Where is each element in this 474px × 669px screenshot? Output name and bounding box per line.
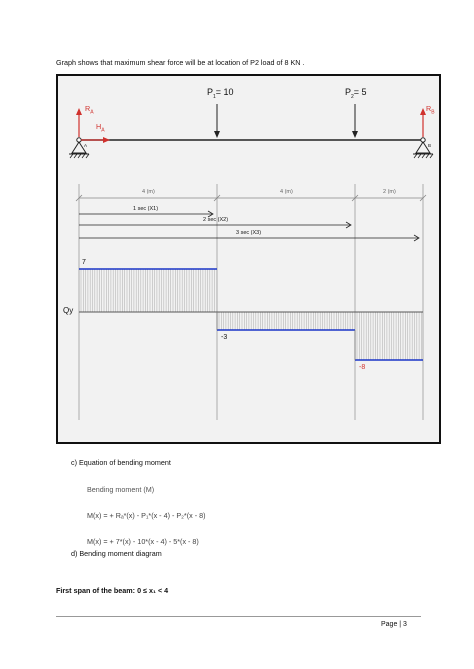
shear-hatch-negative-1 (219, 312, 355, 330)
reaction-ha-label: $H_A$ (96, 122, 105, 134)
load-p2-arrow (352, 104, 358, 138)
section-label-3: 3 sec (X3) (236, 230, 262, 236)
moment-equation-2: M(x) = + 7*(x) - 10*(x - 4) - 5*(x - 8) (87, 537, 199, 546)
reaction-ra-arrow (76, 108, 82, 137)
load-p2-label: $P_2= 5$ (345, 87, 367, 100)
moment-equation-1: M(x) = + Rₐ*(x) - P₁*(x - 4) - P₂*(x - 8) (87, 511, 206, 520)
intro-text: Graph shows that maximum shear force will be at location of P2 load of 8 KN . (56, 58, 305, 67)
grid-lines (79, 184, 423, 420)
shear-value-2: -3 (221, 334, 228, 341)
node-b-label: B (428, 143, 432, 148)
page-number: Page | 3 (381, 621, 407, 628)
reaction-rb-label: $R_B$ (426, 104, 435, 116)
dim-label-2: 4 (m) (280, 189, 293, 195)
section-c-heading: c) Equation of bending moment (71, 458, 171, 467)
shear-hatch-positive (81, 269, 217, 312)
bending-moment-label: Bending moment (M) (87, 485, 155, 494)
section-d-heading: d) Bending moment diagram (71, 549, 162, 558)
first-span-heading: First span of the beam: 0 ≤ x₁ < 4 (56, 586, 169, 595)
dim-label-1: 4 (m) (142, 189, 155, 195)
figure-svg (58, 76, 439, 442)
footer-divider (56, 616, 421, 617)
node-a-label: A (84, 143, 88, 148)
load-p1-arrow (214, 104, 220, 138)
load-p1-label: $P_1= 10$ (207, 87, 234, 100)
shear-force-figure (56, 74, 441, 444)
section-label-2: 2 sec (X2) (203, 217, 229, 223)
shear-value-3: -8 (359, 364, 366, 371)
shear-value-1: 7 (82, 259, 86, 266)
dimension-line (76, 195, 426, 201)
shear-hatch-negative-2 (357, 312, 421, 360)
qy-label: Qy (63, 306, 74, 315)
section-label-1: 1 sec (X1) (133, 206, 159, 212)
dim-label-3: 2 (m) (383, 189, 396, 195)
reaction-ra-label: $R_A$ (85, 104, 94, 116)
